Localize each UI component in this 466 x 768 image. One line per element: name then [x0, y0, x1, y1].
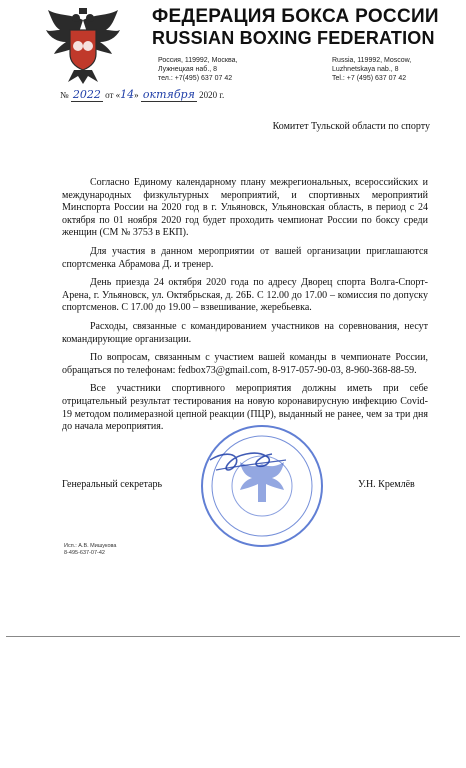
address-ru	[158, 56, 237, 83]
addressee: Комитет Тульской области по спорту	[272, 121, 430, 132]
executor-phone: 8-495-637-07-42	[64, 550, 105, 556]
body-paragraph: Согласно Единому календарному плану межрегиональных, всероссийских и международных физкультурных мероприятий, и спортивных мероприятий Минспорта России на 2020 год в г. Ульяновск, Ульяновская область, в период с 24 октября по 01 ноября 2020 год будет проходить чемпионат России по боксу среди женщин (СМ № 3753 в ЕКП).	[62, 177, 428, 239]
executor-info	[64, 543, 116, 557]
reference-line: № 2022 от «14» октября 2020 г.	[60, 88, 225, 101]
body-paragraph: Расходы, связанные с командированием участников на соревнования, несут командирующие организации.	[62, 320, 428, 345]
body-paragraph: Все участники спортивного мероприятия должны иметь при себе отрицательный результат тестирования на новую коронавирусную инфекцию Covid-19 методом полимеразной цепной реакции (ПЦР), выданный не ранее, чем за три дня до начала мероприятия.	[62, 383, 428, 433]
date-day: 14	[120, 88, 135, 101]
date-from-label: от «	[105, 90, 121, 100]
address-en-line: Tel.: +7 (495) 637 07 42	[332, 75, 407, 82]
date-year: 2020 г.	[199, 90, 225, 100]
letter-body	[62, 177, 428, 440]
body-paragraph: По вопросам, связанным с участием вашей команды в чемпионате России, обращаться по телефонам: fedbox73@gmail.com, 8-917-057-90-03, 8-960-368-88-59.	[62, 352, 428, 376]
date-month: октября	[142, 88, 195, 101]
address-ru-line: Россия, 119992, Москва,	[158, 57, 238, 64]
body-paragraph: День приезда 24 октября 2020 года по адресу Дворец спорта Волга-Спорт-Арена, г. Ульяновск, ул. Октябрьская, д. 26Б. С 12.00 до 17.00 – комиссия по допуску спортсменов. С 17.00 до 19.00 – взвешивание, жеребьевка.	[62, 277, 428, 314]
federation-emblem-icon	[44, 6, 122, 86]
letterhead-title-en: RUSSIAN BOXING FEDERATION	[152, 28, 435, 48]
bottom-divider	[6, 636, 460, 637]
number-label: №	[60, 90, 69, 100]
body-paragraph: Для участия в данном мероприятии от вашей организации приглашаются спортсменка Абрамова Д. и тренер.	[62, 245, 428, 270]
reference-number: 2022	[72, 88, 101, 101]
address-en	[332, 56, 411, 83]
address-en-line: Russia, 119992, Moscow,	[332, 57, 412, 64]
address-en-line: Luzhnetskaya nab., 8	[332, 66, 399, 73]
address-ru-line: Лужнецкая наб., 8	[158, 66, 218, 73]
signatory-title: Генеральный секретарь	[62, 479, 163, 490]
signatory-name: У.Н. Кремлёв	[358, 479, 415, 490]
address-ru-line: тел.: +7(495) 637 07 42	[158, 75, 233, 82]
official-stamp-icon	[196, 420, 328, 552]
executor-name: Исп.: А.В. Мишукова	[64, 543, 117, 549]
letterhead-title-ru: ФЕДЕРАЦИЯ БОКСА РОССИИ	[152, 6, 439, 27]
